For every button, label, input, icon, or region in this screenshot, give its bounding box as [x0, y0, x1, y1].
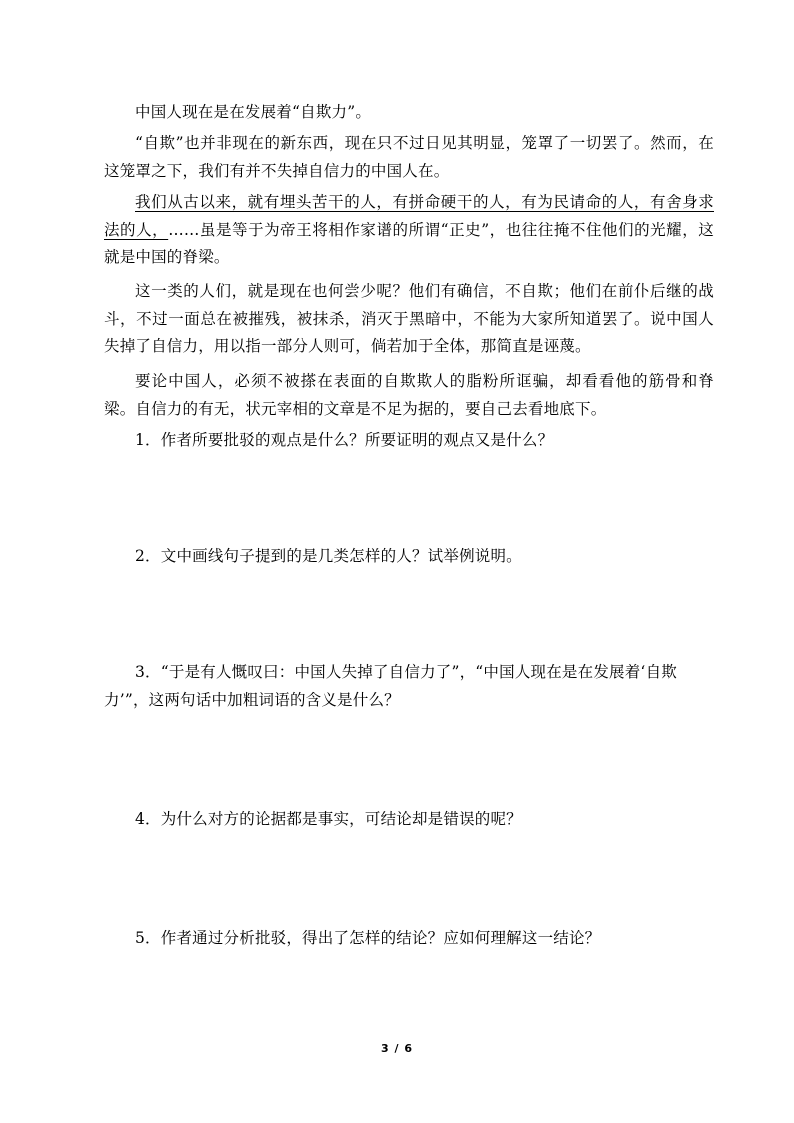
question-2: 2．文中画线句子提到的是几类怎样的人？试举例说明。 [135, 547, 522, 565]
question-4: 4．为什么对方的论据都是事实，可结论却是错误的呢？ [135, 810, 522, 828]
paragraph-1: 中国人现在是在发展着“自欺力”。 [135, 103, 372, 121]
question-1: 1．作者所要批驳的观点是什么？所要证明的观点又是什么？ [135, 431, 554, 449]
page-number: 3 / 6 [381, 1042, 413, 1055]
paragraph-4: 这一类的人们，就是现在也何尝少呢？他们有确信，不自欺；他们在前仆后继的战斗，不过一面总在被摧残，被抹杀，消灭于黑暗中，不能为大家所知道罢了。说中国人失掉了自信力，用以指一部分人则可，倘若加于全体，那简直是诬蔑。 [104, 282, 714, 355]
paragraph-3-rest: ……虽是等于为帝王将相作家谱的所谓“正史”，也往往掩不住他们的光耀，这就是中国的脊梁。 [104, 220, 714, 266]
underlined-sentence: 我们从古以来，就有埋头苦干的人，有拼命硬干的人，有为民请命的人，有舍身求法的人， [104, 193, 714, 239]
question-3: 3．“于是有人慨叹曰：中国人失掉了自信力了”，“中国人现在是在发展着‘自欺力’”，这两句话中加粗词语的含义是什么？ [104, 663, 677, 709]
paragraph-3 [104, 189, 714, 272]
question-5: 5．作者通过分析批驳，得出了怎样的结论？应如何理解这一结论？ [135, 929, 601, 947]
paragraph-5: 要论中国人，必须不被搽在表面的自欺欺人的脂粉所诓骗，却看看他的筋骨和脊梁。自信力的有无，状元宰相的文章是不足为据的，要自己去看地底下。 [104, 372, 714, 418]
paragraph-2: “自欺”也并非现在的新东西，现在只不过日见其明显，笼罩了一切罢了。然而，在这笼罩之下，我们有并不失掉自信力的中国人在。 [104, 134, 714, 180]
